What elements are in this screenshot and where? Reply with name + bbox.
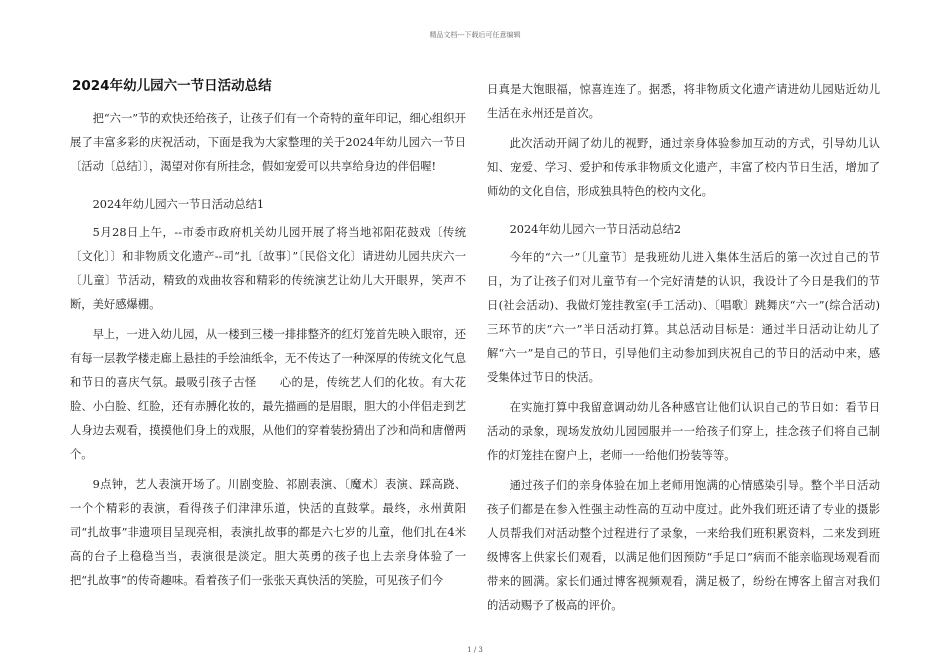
paragraph: 通过孩子们的亲身体验在加上老师用饱满的心情感染引导。整个半日活动孩子们都是在参入性强主动性高的互动中度过。此外我们班还请了专业的摄影人员帮我们对活动整个过程进行了录象，一来给我们班积累资料，二来发到班级博客上供家长们观看，以满足他们因预防“手足口”病而不能亲临现场观看而带来的圆满。家长们通过博客视频观看，满足极了，纷纷在博客上留言对我们的活动赐予了极高的评价。 — [487, 479, 880, 612]
header-note: 精品文档---下载后可任意编辑 — [429, 31, 521, 39]
paragraph: 9点钟，艺人表演开场了。川剧变脸、祁剧表演、〔魔术〕表演、踩高跷、一个个精彩的表演，看得孩子们津津乐道，快活的直鼓掌。最终，永州黄阳司“扎故事”非遗项目呈现亮相，表演扎故事的都是六七岁的儿童，他们扎在4米高的台子上稳稳当当，表演很是淡定。胆大英勇的孩子也上去亲身体验了一把“扎故事”的传奇趣味。看着孩子们一张张天真快活的笑脸，可见孩子们今 — [70, 478, 466, 587]
paragraph: 在实施打算中我留意调动幼儿各种感官让他们认识自己的节日如：看节日活动的录象，现场发放幼儿园园服并一一给孩子们穿上，挂念孩子们将自己制作的灯笼挂在窗户上，老师一一给他们扮装等等。 — [487, 401, 880, 462]
paragraph: 5月28日上午，--市委市政府机关幼儿园开展了将当地祁阳花鼓戏〔传统〔文化〕〕和非物质文化遗产--司“扎〔故事〕”〔民俗文化〕请进幼儿园共庆六一〔儿童〕节活动，精致的戏曲妆容和精彩的传统演艺让幼儿大开眼界，笑声不断，美好感爆棚。 — [70, 226, 466, 311]
left-column — [70, 70, 466, 599]
page-number: 1 / 3 — [467, 646, 483, 654]
section-heading-1: 2024年幼儿园六一节日活动总结1 — [92, 198, 265, 211]
right-column — [487, 70, 880, 624]
paragraph: 今年的“六一”〔儿童节〕是我班幼儿进入集体生活后的第一次过自己的节日，为了让孩子们对儿童节有一个完好清楚的认识，我设计了今日是我们的节日(社会活动)、我做灯笼挂教室(手工活动)、〔唱歌〕跳舞庆“六一”(综合活动)三环节的庆“六一”半日活动打算。其总活动目标是：通过半日活动让幼儿了解“六一”是自己的节日，引导他们主动参加到庆祝自己的节日的活动中来，感受集体过节日的快活。 — [487, 251, 880, 384]
paragraph: 此次活动开阔了幼儿的视野，通过亲身体验参加互动的方式，引导幼儿认知、宠爱、学习、爱护和传承非物质文化遗产，丰富了校内节日生活，增加了师幼的文化自信，形成独具特色的校内文化。 — [487, 137, 880, 198]
continued-paragraph: 日真是大饱眼福，惊喜连连了。据悉，将非物质文化遗产请进幼儿园贴近幼儿生活在永州还是首次。 — [487, 83, 880, 120]
paragraph: 早上，一进入幼儿园，从一楼到三楼一排排整齐的红灯笼首先映入眼帘，还有每一层教学楼走廊上悬挂的手绘油纸伞，无不传达了一种深厚的传统文化气息和节日的喜庆气氛。最吸引孩子古怪 心的是，传统艺人们的化妆。有大花脸、小白脸、红脸，还有赤膊化妆的，最先描画的是眉眼，胆大的小伴侣走到艺人身边去观看，摸摸他们身上的戏服，从他们的穿着装扮猜出了沙和尚和唐僧两个。 — [70, 328, 466, 461]
section-heading-2: 2024年幼儿园六一节日活动总结2 — [509, 223, 682, 236]
intro-paragraph: 把“六一”节的欢快还给孩子，让孩子们有一个奇特的童年印记，细心组织开展了丰富多彩的庆祝活动，下面是我为大家整理的关于2024年幼儿园六一节日〔活动〔总结〕〕，渴望对你有所挂念，假如宠爱可以共享给身边的伴侣喔! — [70, 112, 466, 173]
document-title: 2024年幼儿园六一节日活动总结 — [72, 78, 272, 94]
